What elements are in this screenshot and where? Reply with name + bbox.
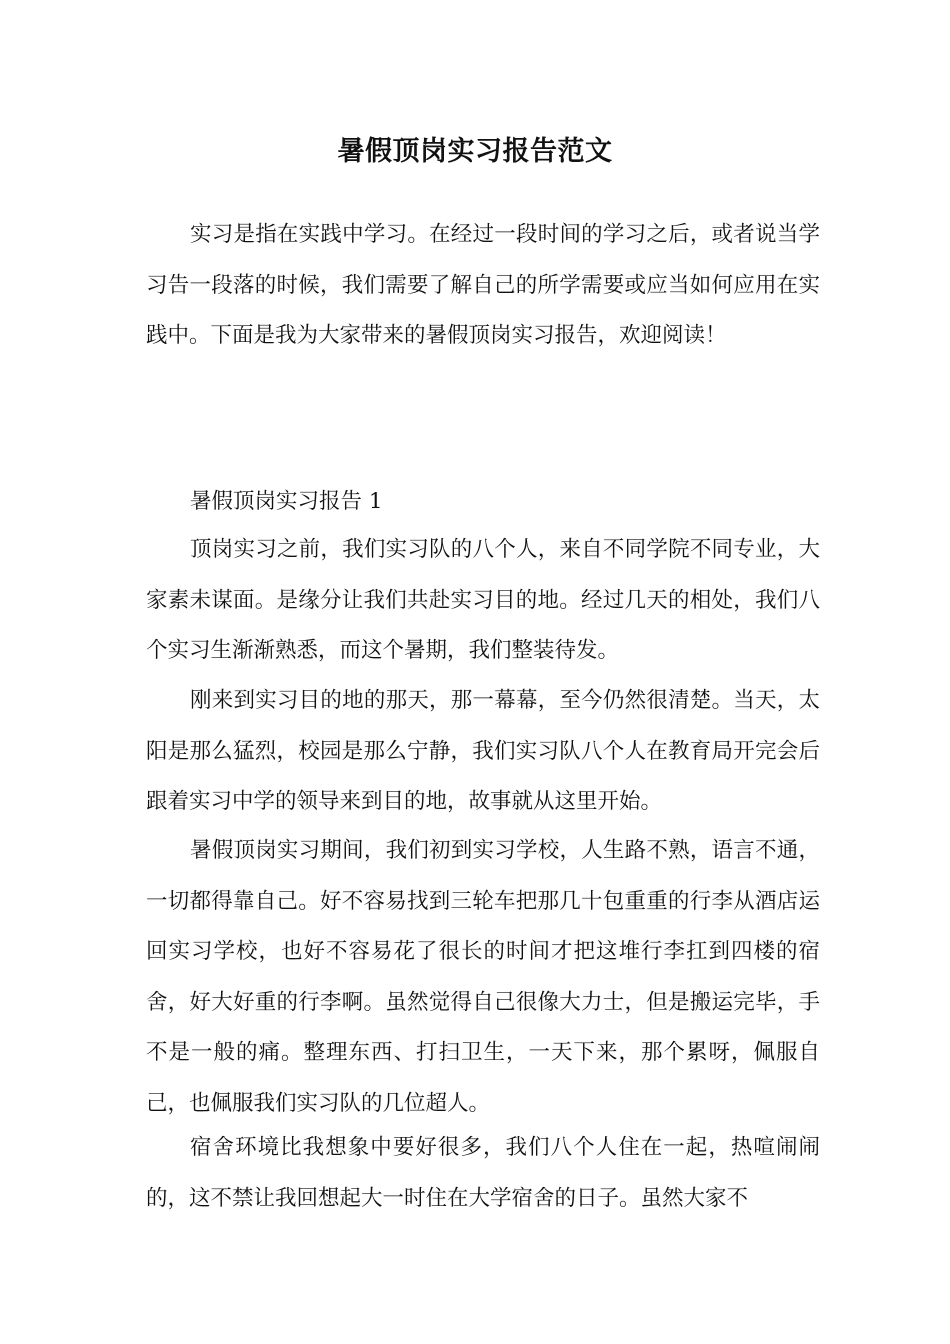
body-paragraph-1: 顶岗实习之前，我们实习队的八个人，来自不同学院不同专业，大家素未谋面。是缘分让我们共赴实习目的地。经过几天的相处，我们八个实习生渐渐熟悉，而这个暑期，我们整装待发。 [146, 537, 820, 663]
section-heading: 暑假顶岗实习报告 1 [190, 489, 383, 514]
document-title: 暑假顶岗实习报告范文 [337, 136, 613, 167]
body-paragraph-2: 刚来到实习目的地的那天，那一幕幕，至今仍然很清楚。当天，太阳是那么猛烈，校园是那么宁静，我们实习队八个人在教育局开完会后跟着实习中学的领导来到目的地，故事就从这里开始。 [146, 688, 820, 814]
body-paragraph-3: 暑假顶岗实习期间，我们初到实习学校，人生路不熟，语言不通，一切都得靠自己。好不容易找到三轮车把那几十包重重的行李从酒店运回实习学校，也好不容易花了很长的时间才把这堆行李扛到四楼的宿舍，好大好重的行李啊。虽然觉得自己很像大力士，但是搬运完毕，手不是一般的痛。整理东西、打扫卫生，一天下来，那个累呀，佩服自己，也佩服我们实习队的几位超人。 [146, 838, 820, 1116]
body-paragraph-4: 宿舍环境比我想象中要好很多，我们八个人住在一起，热喧闹闹的，这不禁让我回想起大一时住在大学宿舍的日子。虽然大家不 [146, 1135, 820, 1211]
intro-paragraph: 实习是指在实践中学习。在经过一段时间的学习之后，或者说当学习告一段落的时候，我们需要了解自己的所学需要或应当如何应用在实践中。下面是我为大家带来的暑假顶岗实习报告，欢迎阅读！ [146, 222, 820, 348]
